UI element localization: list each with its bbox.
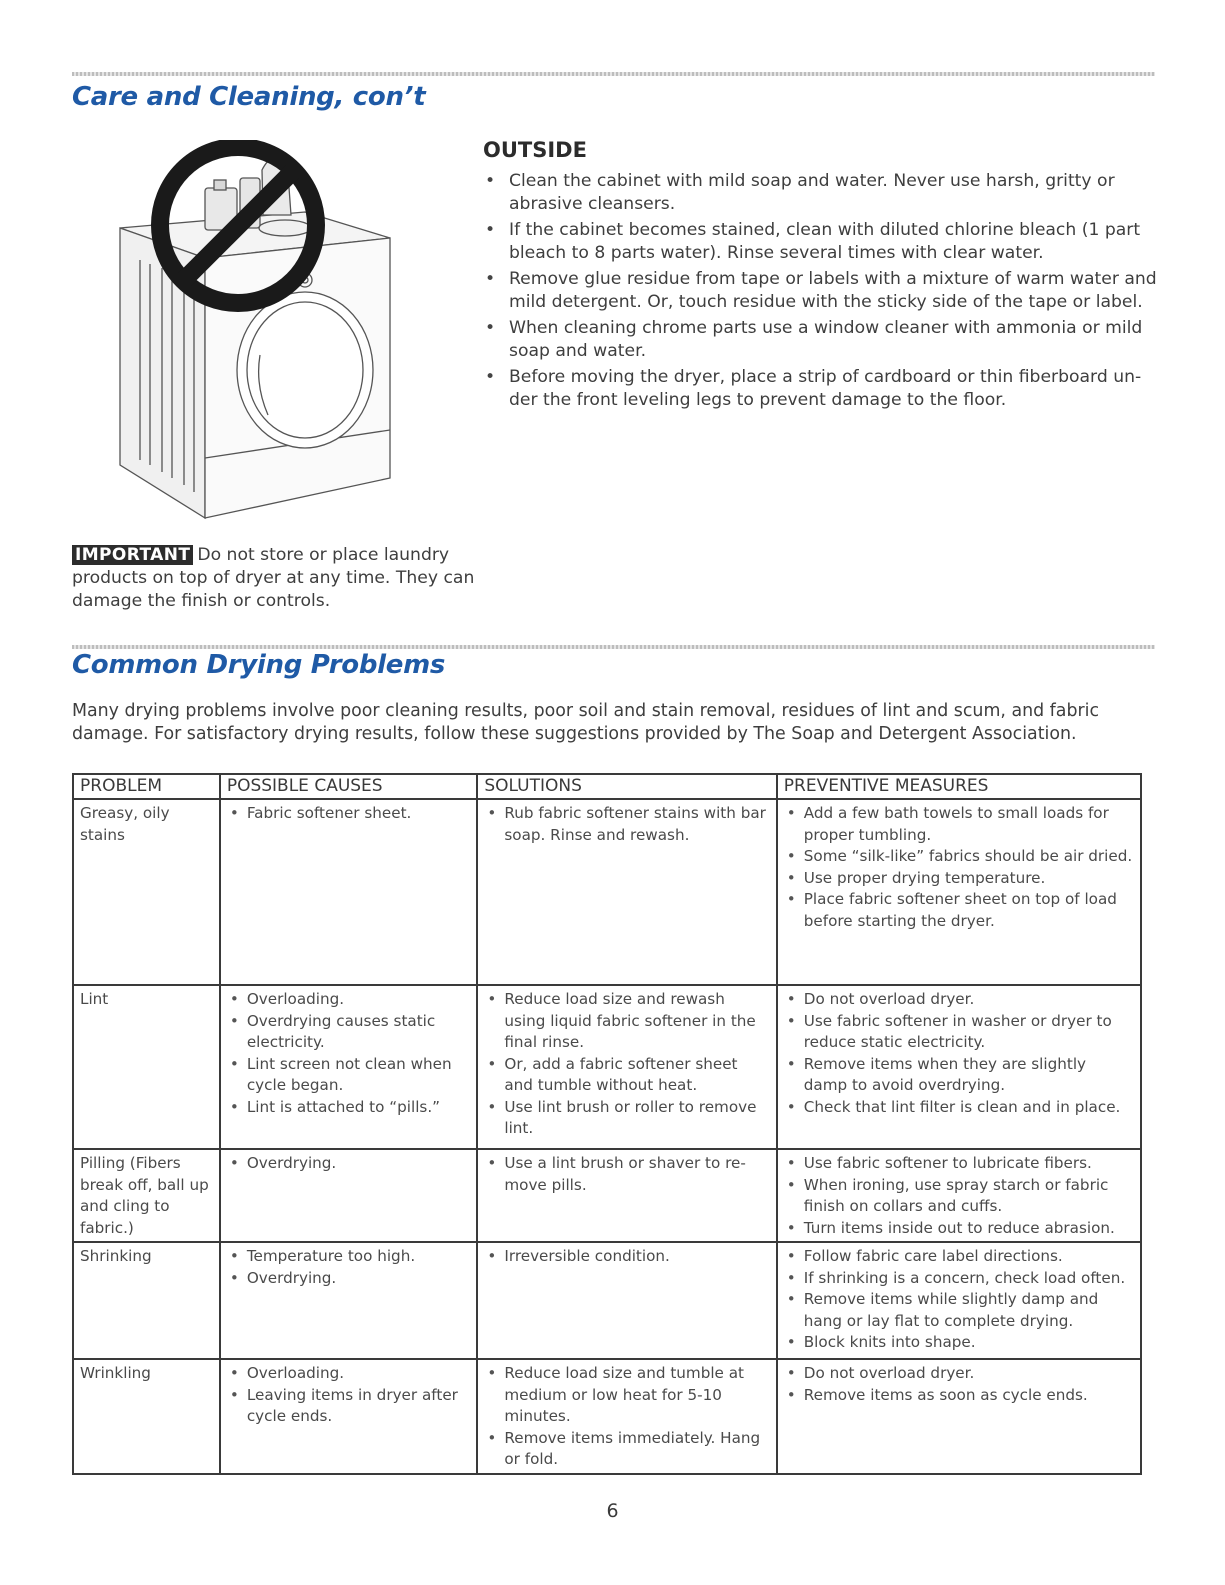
solution-item: • Rub fabric softener stains with bar soap. Rinse and rewash. xyxy=(484,803,769,846)
measure-item: • Block knits into shape. xyxy=(784,1332,1134,1354)
page-number: 6 xyxy=(606,1500,619,1522)
solution-item: • Or, add a fabric softener sheet and tumble without heat. xyxy=(484,1054,769,1097)
cause-item: • Temperature too high. xyxy=(227,1246,471,1268)
table-row xyxy=(73,1242,1141,1359)
common-drying-problems-title: Common Drying Problems xyxy=(72,650,446,680)
drying-problems-table xyxy=(72,773,1142,1475)
table-row xyxy=(73,799,1141,985)
top-rule xyxy=(72,72,1155,76)
measure-item: • Remove items while slightly damp and hang or lay flat to complete drying. xyxy=(784,1289,1134,1332)
measure-item: • Follow fabric care label directions. xyxy=(784,1246,1134,1268)
outside-item: • Clean the cabinet with mild soap and water. Never use harsh, gritty or abrasive cleansers. xyxy=(483,170,1163,215)
cause-item: • Overdrying. xyxy=(227,1153,471,1175)
problem-cell: Shrinking xyxy=(73,1242,220,1359)
causes-cell xyxy=(220,1149,478,1242)
outside-item: • If the cabinet becomes stained, clean with diluted chlorine bleach (1 part bleach to 8 parts water). Rinse several times with clear water. xyxy=(483,219,1163,264)
measure-item: • Add a few bath towels to small loads for proper tumbling. xyxy=(784,803,1134,846)
outside-item: • When cleaning chrome parts use a window cleaner with ammonia or mild soap and water. xyxy=(483,317,1163,362)
outside-list xyxy=(483,170,1163,415)
measures-cell xyxy=(777,1242,1141,1359)
measure-item: • Some “silk-like” fabrics should be air dried. xyxy=(784,846,1134,868)
solution-item: • Remove items immediately. Hang or fold. xyxy=(484,1428,769,1471)
solution-item: • Irreversible condition. xyxy=(484,1246,769,1268)
cause-item: • Leaving items in dryer after cycle ends. xyxy=(227,1385,471,1428)
header-problem: PROBLEM xyxy=(73,774,220,799)
problems-intro: Many drying problems involve poor cleaning results, poor soil and stain removal, residues of lint and scum, and fabric damage. For satisfactory drying results, follow these suggestions provided by The Soap and Detergent Association. xyxy=(72,701,1100,744)
cause-item: • Overloading. xyxy=(227,989,471,1011)
measure-item: • Check that lint filter is clean and in place. xyxy=(784,1097,1134,1119)
causes-cell xyxy=(220,1359,478,1474)
header-possible-causes: POSSIBLE CAUSES xyxy=(220,774,478,799)
important-text: Do not store or place laundry products on top of dryer at any time. They can damage the finish or controls. xyxy=(72,545,475,611)
measure-item: • Remove items when they are slightly damp to avoid overdrying. xyxy=(784,1054,1134,1097)
outside-item: • Remove glue residue from tape or labels with a mixture of warm water and mild detergent. Or, touch residue with the sticky side of the tape or label. xyxy=(483,268,1163,313)
dryer-no-products-illustration xyxy=(110,140,410,540)
solutions-cell xyxy=(477,985,776,1149)
problem-cell: Lint xyxy=(73,985,220,1149)
measure-item: • Use fabric softener in washer or dryer to reduce static electricity. xyxy=(784,1011,1134,1054)
cause-item: • Lint screen not clean when cycle began. xyxy=(227,1054,471,1097)
important-badge: IMPORTANT xyxy=(72,545,193,565)
solutions-cell xyxy=(477,799,776,985)
outside-heading: OUTSIDE xyxy=(483,138,587,162)
problem-cell: Pilling (Fibers break off, ball up and cling to fabric.) xyxy=(73,1149,220,1242)
cause-item: • Lint is attached to “pills.” xyxy=(227,1097,471,1119)
measure-item: • Use proper drying temperature. xyxy=(784,868,1134,890)
measure-item: • Remove items as soon as cycle ends. xyxy=(784,1385,1134,1407)
table-row xyxy=(73,1359,1141,1474)
measures-cell xyxy=(777,985,1141,1149)
cause-item: • Fabric softener sheet. xyxy=(227,803,471,825)
section-rule xyxy=(72,645,1155,649)
outside-item: • Before moving the dryer, place a strip of cardboard or thin fiberboard un-der the front leveling legs to prevent damage to the floor. xyxy=(483,366,1163,411)
problem-cell: Greasy, oily stains xyxy=(73,799,220,985)
solution-item: • Use lint brush or roller to remove lint. xyxy=(484,1097,769,1140)
solution-item: • Reduce load size and tumble at medium or low heat for 5-10 minutes. xyxy=(484,1363,769,1428)
cause-item: • Overloading. xyxy=(227,1363,471,1385)
measure-item: • Turn items inside out to reduce abrasion. xyxy=(784,1218,1134,1240)
cause-item: • Overdrying causes static electricity. xyxy=(227,1011,471,1054)
measures-cell xyxy=(777,799,1141,985)
measure-item: • Place fabric softener sheet on top of load before starting the dryer. xyxy=(784,889,1134,932)
problem-cell: Wrinkling xyxy=(73,1359,220,1474)
measures-cell xyxy=(777,1149,1141,1242)
table-header-row xyxy=(73,774,1141,799)
causes-cell xyxy=(220,799,478,985)
measures-cell xyxy=(777,1359,1141,1474)
solution-item: • Use a lint brush or shaver to re-move pills. xyxy=(484,1153,769,1196)
measure-item: • Do not overload dryer. xyxy=(784,989,1134,1011)
solutions-cell xyxy=(477,1359,776,1474)
header-solutions: SOLUTIONS xyxy=(477,774,776,799)
table-row xyxy=(73,1149,1141,1242)
solutions-cell xyxy=(477,1149,776,1242)
important-note xyxy=(72,544,482,613)
causes-cell xyxy=(220,1242,478,1359)
cause-item: • Overdrying. xyxy=(227,1268,471,1290)
measure-item: • When ironing, use spray starch or fabric finish on collars and cuffs. xyxy=(784,1175,1134,1218)
measure-item: • If shrinking is a concern, check load often. xyxy=(784,1268,1134,1290)
table-row xyxy=(73,985,1141,1149)
care-cleaning-title: Care and Cleaning, con’t xyxy=(72,82,426,112)
measure-item: • Use fabric softener to lubricate fibers. xyxy=(784,1153,1134,1175)
header-preventive-measures: PREVENTIVE MEASURES xyxy=(777,774,1141,799)
solutions-cell xyxy=(477,1242,776,1359)
solution-item: • Reduce load size and rewash using liquid fabric softener in the final rinse. xyxy=(484,989,769,1054)
causes-cell xyxy=(220,985,478,1149)
measure-item: • Do not overload dryer. xyxy=(784,1363,1134,1385)
